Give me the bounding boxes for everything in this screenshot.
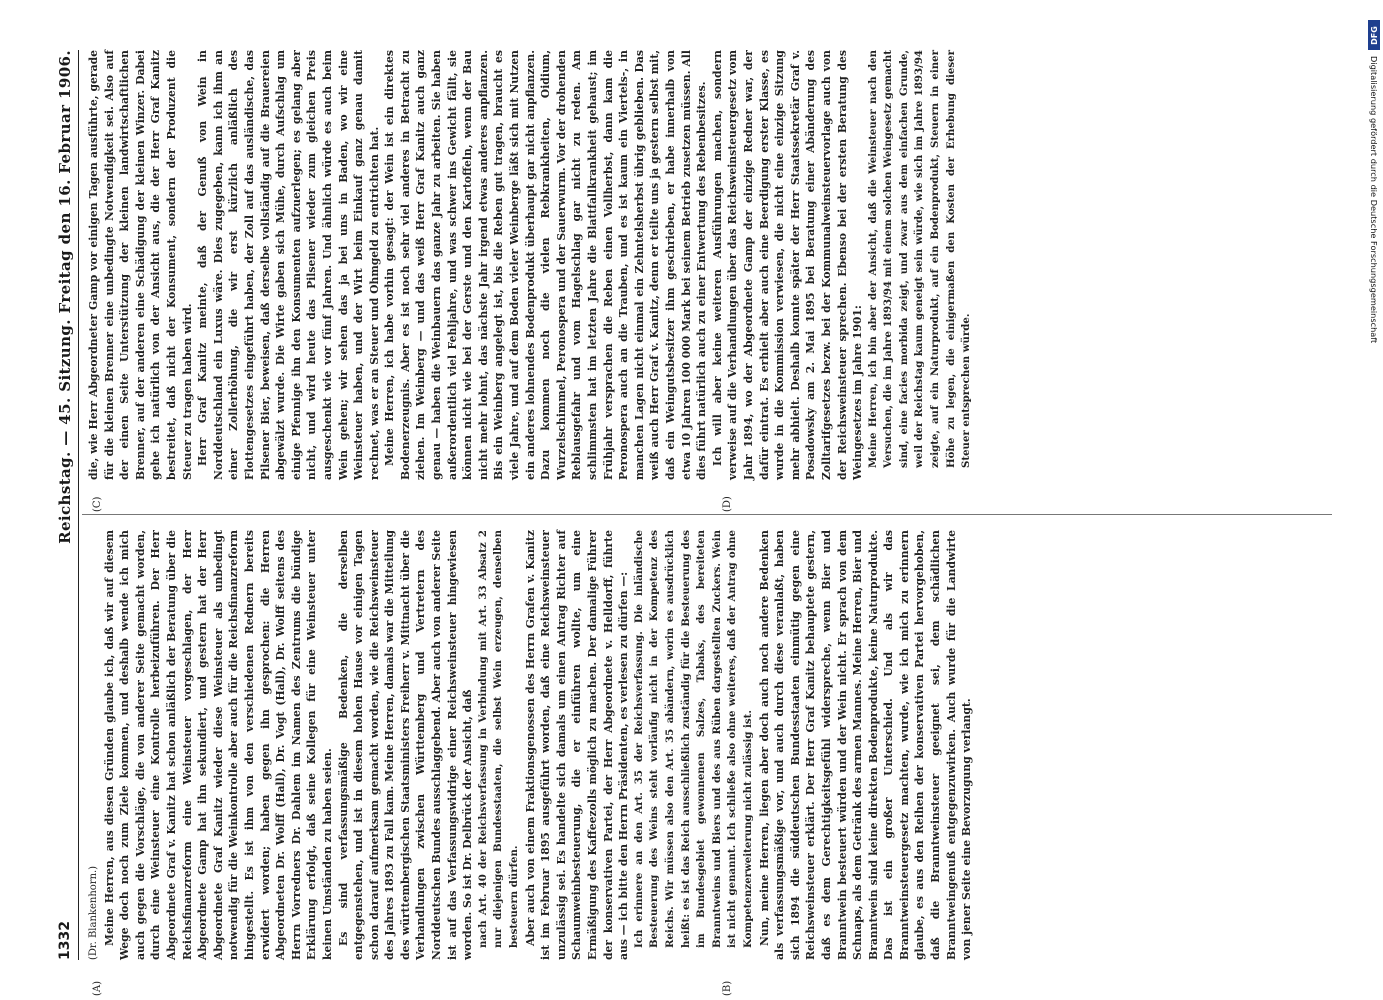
page-title: Reichstag. — 45. Sitzung. Freitag den 16. Februar 1906. <box>56 50 74 544</box>
quotation: Ich erinnere an den Art. 35 der Reichsverfassung. Die inländische Besteuerung des Weins steht vorläufig nicht in der Kompetenz des Reichs. Wir müssen also den Art. 35 abändern, worin es ausdrücklich heißt: es ist das Reich ausschließlich zuständig für die Besteuerung des im Bundesgebiet gewonnenen Salzes, Tabaks, des bereiteten Branntweins und Biers und des aus Rüben dargestellten Zuckers. Wein ist nicht genannt. Ich schließe also ohne weiteres, daß der Antrag ohne Kompetenzerweiterung nicht zulässig ist. <box>632 530 754 948</box>
paragraph: Es sind verfassungsmäßige Bedenken, die derselben entgegenstehen, und ist in diesem hohen Hause vor einigen Tagen schon darauf aufmerksam gemacht worden, wie die Reichsweinsteuer des Jahres 1893 zu Fall kam. Meine Herren, damals war die Mitteilung des württembergischen Staatsministers Freiherr v. Mittnacht über die Verhandlungen zwischen Württemberg und Vertretern des Norddeutschen Bundes ausschlaggebend. Aber auch von anderer Seite ist auf das Verfassungswidrige einer Reichsweinsteuer hingewiesen worden. So ist Dr. Delbrück der Ansicht, daß <box>336 530 475 960</box>
digitization-note <box>1368 20 1380 780</box>
page-number: 1332 <box>57 921 73 960</box>
paragraph: die, wie Herr Abgeordneter Gamp vor einigen Tagen ausführte, gerade für die kleinen Brenner eine unbedingte Notwendigkeit sei. Also auf der einen Seite Unterstützung der kleinen landwirtschaftlichen Brenner, auf der anderen eine Schädigung der kleinen Winzer. Dabei gehe ich natürlich von der Ansicht aus, die der Herr Graf Kanitz bestreitet, daß nicht der Konsument, sondern der Produzent die Steuer zu tragen haben wird. <box>87 50 194 480</box>
right-column <box>86 50 975 480</box>
funding-credit: Digitalisierung gefördert durch die Deutsche Forschungsgemeinschaft <box>1369 56 1379 344</box>
paragraph: Aber auch von einem Fraktionsgenossen des Herrn Grafen v. Kanitz ist im Februar 1895 ausgeführt worden, daß eine Reichsweinsteuer unzulässig sei. Es handelte sich damals um einen Antrag Richter auf Schaumweinbesteuerung, die er einführen wollte, um eine Ermäßigung des Kaffeezolls möglich zu machen. Der damalige Führer der konservativen Partei, der Herr Abgeordnete v. Helldorff, führte aus — ich bitte den Herrn Präsidenten, es verlesen zu dürfen —: <box>523 530 631 960</box>
rotated-page <box>52 0 1342 1000</box>
page-header <box>52 50 79 960</box>
margin-marker-b: (B) <box>722 980 733 996</box>
paragraph: Ich will aber keine weiteren Ausführungen machen, sondern verweise auf die Verhandlungen über das Reichsweinsteuergesetz vom Jahr 1894, wo der Abgeordnete Gamp der einzige Redner war, der dafür eintrat. Es erhielt aber auch eine Beerdigung erster Klasse, es wurde in die Kommission verwiesen, die nicht eine einzige Sitzung mehr abhielt. Deshalb konnte später der Herr Staatssekretär Graf v. Posadowsky am 2. Mai 1895 bei Beratung einer Abänderung des Zolltarifgesetzes bezw. bei der Kommunalweinsteuervorlage auch von der Reichsweinsteuer sprechen. Ebenso bei der ersten Beratung des Weingesetzes im Jahre 1901: <box>710 50 865 480</box>
margin-marker-a: (A) <box>92 980 103 996</box>
paragraph: Nun, meine Herren, liegen aber doch auch noch andere Bedenken als verfassungsmäßige vor, und auch durch diese veranlaßt, haben sich 1894 die süddeutschen Bundesstaaten einmütig gegen eine Reichsweinsteuer erklärt. Der Herr Graf Kanitz behauptete gestern, daß es dem Gerechtigkeitsgefühl widerspreche, wenn Bier und Branntwein besteuert würden und der Wein nicht. Er sprach von dem Schnaps, als dem Getränk des armen Mannes. Meine Herren, Bier und Branntwein sind keine direkten Bodenprodukte, keine Naturprodukte. Das ist ein großer Unterschied. Und als wir das Branntweinsteuergesetz machten, wurde, wie ich mich zu erinnern glaube, es aus den Reihen der konservativen Partei hervorgehoben, daß die Branntweinsteuer geeignet sei, dem schädlichen Branntweingenuß entgegenzuwirken. Auch wurde für die Landwirte von jener Seite eine Bevorzugung verlangt. <box>757 530 974 960</box>
paragraph: Meine Herren, aus diesen Gründen glaube ich, daß wir auf diesem Wege doch noch zum Ziele kommen, und deshalb wende ich mich auch gegen die Vorschläge, die von anderer Seite gemacht worden, durch eine Weinsteuer eine Kontrolle herbeizuführen. Der Herr Abgeordnete Graf v. Kanitz hat schon anläßlich der Beratung über die Reichsfinanzreform eine Weinsteuer vorgeschlagen, der Herr Abgeordnete Gamp hat ihn sekundiert, und gestern hat der Herr Abgeordnete Graf Kanitz wieder diese Weinsteuer als unbedingt notwendig für die Weinkontrolle aber auch für die Reichsfinanzreform hingestellt. Es ist ihm von den verschiedenen Rednern bereits erwidert worden; haben gegen ihn gesprochen: die Herren Abgeordneten Dr. Wolff (Hall), Dr. Vogt (Hall), Dr. Wolff seitens des Herrn Vorredners Dr. Dahlem im Namen des Zentrums die bündige Erklärung erfolgt, daß seine Kollegen für eine Weinsteuer unter keinen Umständen zu haben seien. <box>102 530 334 960</box>
paragraph: Meine Herren, ich habe vorhin gesagt: der Wein ist ein direktes Bodenerzeugnis. Aber es ist noch sehr viel anderes in Betracht zu ziehen. Im Weinberg — und das weiß Herr Graf Kanitz auch ganz genau — haben die Weinbauern das ganze Jahr zu arbeiten. Sie haben außerordentlich viel Fehljahre, und was schwer ins Gewicht fällt, sie können nicht wie bei der Gerste und den Kartoffeln, wenn der Bau nicht mehr lohnt, das nächste Jahr irgend etwas anderes anpflanzen. Bis ein Weinberg angelegt ist, bis die Reben gut tragen, braucht es viele Jahre, und auf dem Boden vieler Weinberge läßt sich mit Nutzen ein anderes lohnendes Bodenprodukt überhaupt gar nicht anpflanzen. Dazu kommen noch die vielen Rebkrankheiten, Oidium, Wurzelschimmel, Peronospera und der Sauerwurm. Vor der drohenden Reblausgefahr und vom Hagelschlag gar nicht zu reden. Am schlimmsten hat im letzten Jahre die Blattfallkrankheit gehaust; im Frühjahr versprachen die Reben einen Vollherbst, dann kam die Peronospera auch an die Trauben, und es ist kaum ein Viertels-, in manchen Lagen nicht einmal ein Zehntelsherbst übrig geblieben. Das weiß auch Herr Graf v. Kanitz, denn er teilte uns ja gestern selbst mit, daß ein Weingutsbesitzer ihm geschrieben, er habe innerhalb von etwa 10 Jahren 100 000 Mark bei seinem Betrieb zusetzen müssen. All dies führt natürlich auch zu einer Entwertung des Rebenbesitzes. <box>383 50 709 480</box>
left-column <box>86 530 975 960</box>
paragraph: Herr Graf Kanitz meinte, daß der Genuß von Wein in Norddeutschland ein Luxus wäre. Dies zugegeben, kann ich ihm an einer Zollerhöhung, die wir erst kürzlich anläßlich des Flottengesetzes eingeführt haben, der Zoll auf das ausländische, das Pilsener Bier, beweisen, daß derselbe vollständig auf die Brauereien abgewälzt wurde. Die Wirte gaben sich Mühe, durch Aufschlag um einige Pfennige ihn den Konsumenten aufzuerlegen; es gelang aber nicht, und wird heute das Pilsener wieder zum gleichen Preis ausgeschenkt wie vor fünf Jahren. Und ähnlich würde es auch beim Wein gehen; wir sehen das ja bei uns in Baden, wo wir eine Weinsteuer haben, und der Wirt beim Einkauf ganz genau damit rechnet, was er an Steuer und Ohmgeld zu entrichten hat. <box>196 50 381 480</box>
margin-marker-d: (D) <box>722 496 733 512</box>
speaker-label: (Dr. Blankenhorn.) <box>88 865 99 960</box>
margin-marker-c: (C) <box>92 496 103 512</box>
dfg-logo: DFG <box>1368 20 1380 50</box>
column-divider <box>82 514 1332 515</box>
quotation: Meine Herren, ich bin aber der Ansicht, daß die Weinsteuer nach den Versuchen, die im Jahre 1893/94 mit einem solchen Weingesetz gemacht sind, eine facies morbida zeigt, und zwar aus dem einfachen Grunde, weil der Reichstag kaum geneigt sein würde, wie sich im Jahre 1893/94 zeigte, auf ein Naturprodukt, auf ein Bodenprodukt, Steuern in einer Höhe zu legen, die einigermaßen den Kosten der Erhebung dieser Steuer entsprechen würde. <box>866 50 973 468</box>
quotation: nach Art. 40 der Reichsverfassung in Verbindung mit Art. 33 Absatz 2 nur diejenigen Bundesstaaten, die selbst Wein erzeugen, denselben besteuern dürfen. <box>476 530 521 948</box>
